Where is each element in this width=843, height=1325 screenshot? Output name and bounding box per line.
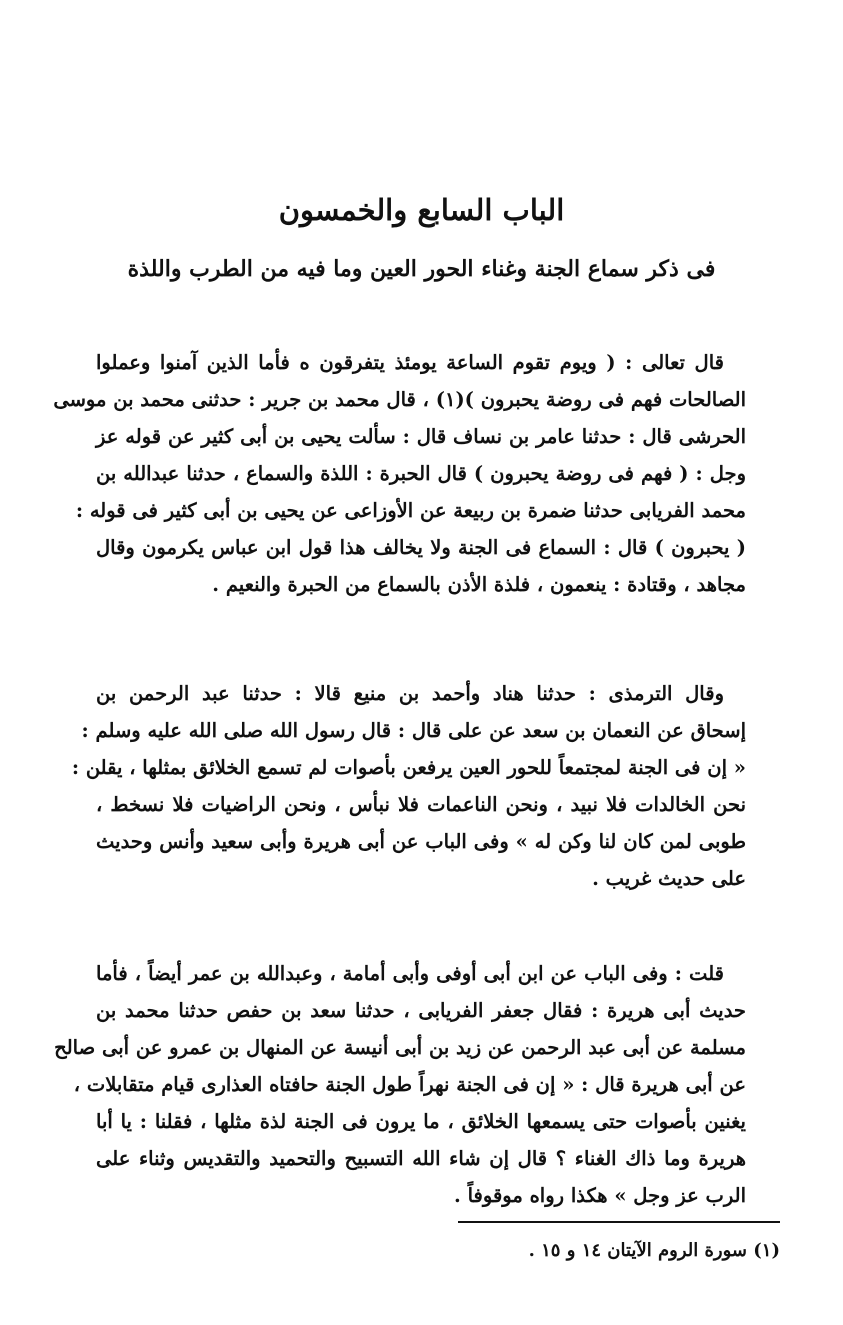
paragraph-3 [54, 955, 746, 1214]
text-line: وجل : ( فهم فى روضة يحبرون ) قال الحبرة : اللذة والسماع ، حدثنا عبدالله بن [96, 462, 746, 485]
footnote-divider [458, 1221, 780, 1223]
text-line: الصالحات فهم فى روضة يحبرون )(١) ، قال محمد بن جرير : حدثنى محمد بن موسى [53, 388, 746, 411]
text-line: طوبى لمن كان لنا وكن له » وفى الباب عن أبى هريرة وأبى سعيد وأنس وحديث [96, 830, 746, 853]
chapter-subtitle: فى ذكر سماع الجنة وغناء الحور العين وما فيه من الطرب واللذة [127, 256, 716, 282]
paragraph-1 [53, 344, 746, 603]
text-line: محمد الفريابى حدثنا ضمرة بن ربيعة عن الأوزاعى عن يحيى بن أبى كثير فى قوله : [75, 499, 746, 522]
text-line: نحن الخالدات فلا نبيد ، ونحن الناعمات فلا نبأس ، ونحن الراضيات فلا نسخط ، [96, 793, 746, 816]
text-line: الحرشى قال : حدثنا عامر بن نساف قال : سألت يحيى بن أبى كثير عن قوله عز [96, 425, 746, 448]
text-line: يغنين بأصوات حتى يسمعها الخلائق ، ما يرون فى الجنة لذة مثلها ، فقلنا : يا أبا [96, 1110, 746, 1133]
text-line: ( يحبرون ) قال : السماع فى الجنة ولا يخالف هذا قول ابن عباس يكرمون وقال [96, 536, 746, 559]
text-line: قال تعالى : ( ويوم تقوم الساعة يومئذ يتفرقون ه فأما الذين آمنوا وعملوا [96, 351, 724, 374]
text-line: حديث أبى هريرة : فقال جعفر الفريابى ، حدثنا سعد بن حفص حدثنا محمد بن [96, 999, 746, 1022]
text-line: الرب عز وجل » هكذا رواه موقوفاً . [454, 1184, 746, 1207]
chapter-title: الباب السابع والخمسون [278, 193, 565, 227]
text-line: عن أبى هريرة قال : « إن فى الجنة نهراً طول الجنة حافتاه العذارى قيام متقابلات ، [73, 1073, 746, 1096]
text-line: على حديث غريب . [592, 867, 746, 890]
text-line: قلت : وفى الباب عن ابن أبى أوفى وأبى أمامة ، وعبدالله بن عمر أيضاً ، فأما [96, 962, 724, 985]
text-line: « إن فى الجنة لمجتمعاً للحور العين يرفعن بأصوات لم تسمع الخلائق بمثلها ، يقلن : [71, 756, 746, 779]
text-line: هريرة وما ذاك الغناء ؟ قال إن شاء الله التسبيح والتحميد والتقديس وثناء على [96, 1147, 746, 1170]
paragraph-2 [71, 675, 746, 897]
text-line: وقال الترمذى : حدثنا هناد وأحمد بن منيع قالا : حدثنا عبد الرحمن بن [96, 682, 724, 705]
text-line: مجاهد ، وقتادة : ينعمون ، فلذة الأذن بالسماع من الحبرة والنعيم . [212, 573, 746, 596]
footnote: (١) سورة الروم الآيتان ١٤ و ١٥ . [528, 1240, 780, 1261]
text-line: إسحاق عن النعمان بن سعد عن على قال : قال رسول الله صلى الله عليه وسلم : [81, 719, 746, 742]
text-line: مسلمة عن أبى عبد الرحمن عن زيد بن أبى أنيسة عن المنهال بن عمرو عن أبى صالح [54, 1036, 746, 1059]
